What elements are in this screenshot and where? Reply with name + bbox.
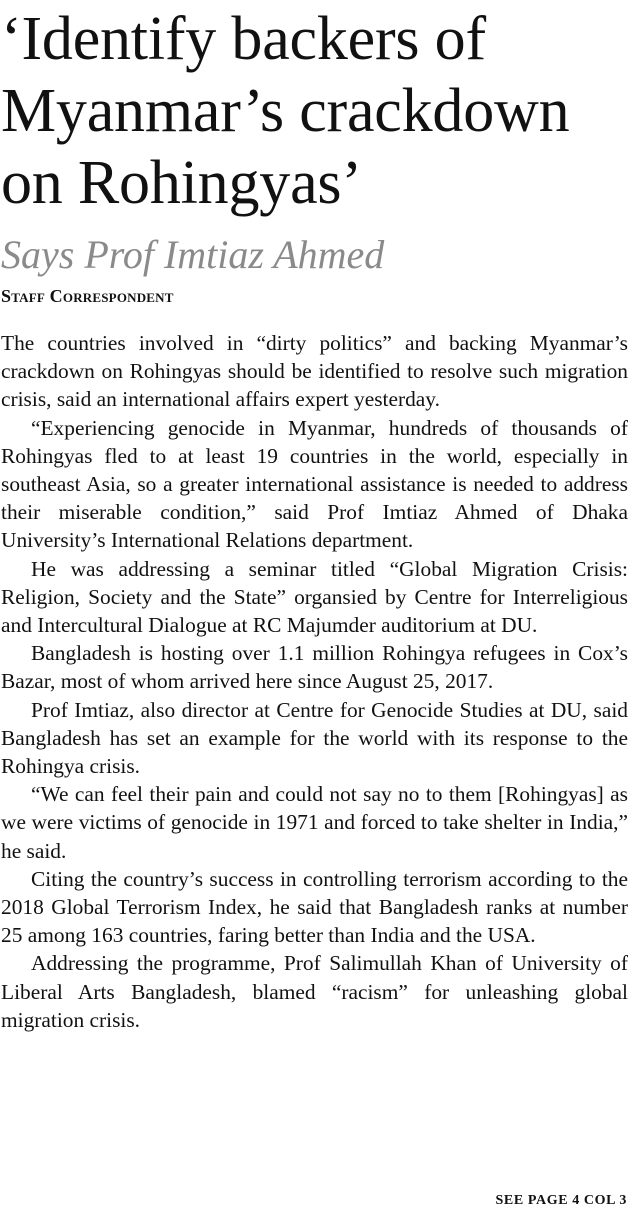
paragraph-2: “Experiencing genocide in Myanmar, hundreds of thousands of Rohingyas fled to at least 19 countries in the world, especially in southeast Asia, so a greater international assistance is needed to address their miserable condition,” said Prof Imtiaz Ahmed of Dhaka University’s International Relations department. <box>1 415 628 553</box>
paragraph-1: The countries involved in “dirty politics” and backing Myanmar’s crackdown on Rohingyas should be identified to resolve such migration crisis, said an international affairs expert yesterday. <box>1 331 628 412</box>
paragraph-6: “We can feel their pain and could not say no to them [Rohingyas] as we were victims of genocide in 1971 and forced to take shelter in India,” he said. <box>1 782 628 863</box>
kicker-subheadline: Says Prof Imtiaz Ahmed <box>1 232 385 277</box>
paragraph-3: He was addressing a seminar titled “Global Migration Crisis: Religion, Society and the State” organsied by Centre for Interreligious and Intercultural Dialogue at RC Majumder auditorium at DU. <box>1 556 628 638</box>
headline: ‘Identify backers of Myanmar’s crackdown on Rohingyas’ <box>1 5 570 217</box>
paragraph-5: Prof Imtiaz, also director at Centre for Genocide Studies at DU, said Bangladesh has set an example for the world with its response to the Rohingya crisis. <box>1 697 628 779</box>
paragraph-4: Bangladesh is hosting over 1.1 million Rohingya refugees in Cox’s Bazar, most of whom arrived here since August 25, 2017. <box>1 641 628 694</box>
paragraph-7: Citing the country’s success in controlling terrorism according to the 2018 Global Terrorism Index, he said that Bangladesh ranks at number 25 among 163 countries, faring better than India and the USA. <box>1 866 628 948</box>
paragraph-8: Addressing the programme, Prof Salimullah Khan of University of Liberal Arts Bangladesh, blamed “racism” for unleashing global migration crisis. <box>1 951 628 1032</box>
byline: Staff Correspondent <box>1 286 174 306</box>
article-body <box>0 329 628 1034</box>
continuation-jump-line: SEE PAGE 4 COL 3 <box>495 1193 627 1208</box>
